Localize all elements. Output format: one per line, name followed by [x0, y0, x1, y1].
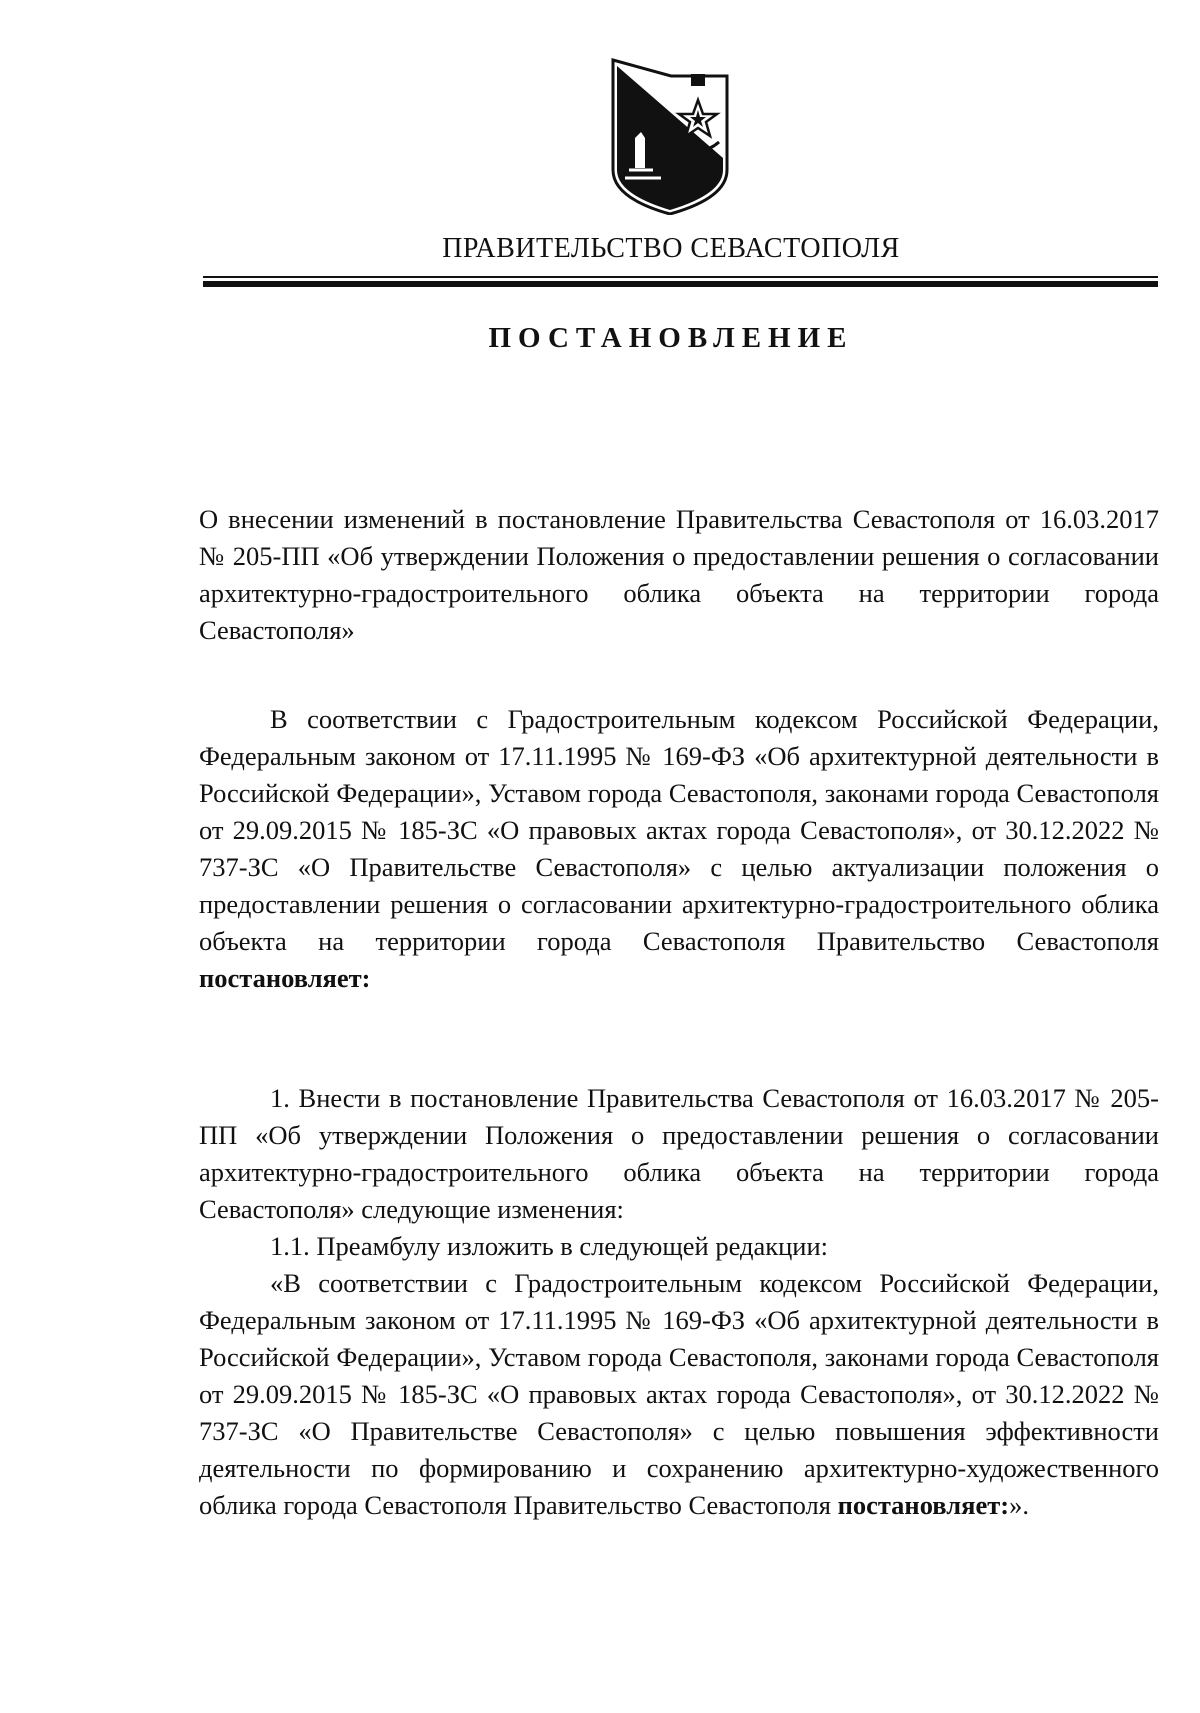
item-1-1: 1.1. Преамбулу изложить в следующей редакции: [270, 1231, 829, 1261]
header-rule-thick [203, 281, 1158, 287]
new-preamble-paragraph [199, 1265, 1159, 1524]
organization-name: ПРАВИТЕЛЬСТВО СЕВАСТОПОЛЯ [442, 233, 900, 264]
item-1: 1. Внести в постановление Правительства Севастополя от 16.03.2017 № 205-ПП «Об утверждении Положения о предоставлении решения о согласовании архитектурно-градостроительного облика объекта на территории города Севастополя» следующие изменения: [199, 1083, 1159, 1224]
sevastopol-coat-of-arms-icon [611, 58, 729, 215]
new-preamble-decree-word: постановляет: [837, 1490, 1010, 1520]
new-preamble-text: «В соответствии с Градостроительным кодексом Российской Федерации, Федеральным законом от 17.11.1995 № 169-ФЗ «Об архитектурной деятельности в Российской Федерации», Уставом города Севастополя, законами города Севастополя от 29.09.2015 № 185-ЗС «О правовых актах города Севастополя», от 30.12.2022 № 737-ЗС «О Правительстве Севастополя» с целью повышения эффективности деятельности по формированию и сохранению архитектурно-художественного облика города Севастополя Правительство Севастополя [199, 1268, 1159, 1520]
preamble-text: В соответствии с Градостроительным кодексом Российской Федерации, Федеральным законом от 17.11.1995 № 169-ФЗ «Об архитектурной деятельности в Российской Федерации», Уставом города Севастополя, законами города Севастополя от 29.09.2015 № 185-ЗС «О правовых актах города Севастополя», от 30.12.2022 № 737-ЗС «О Правительстве Севастополя» с целью актуализации положения о предоставлении решения о согласовании архитектурно-градостроительного облика объекта на территории города Севастополя Правительство Севастополя [199, 704, 1159, 956]
new-preamble-ending: ». [1009, 1490, 1029, 1520]
decree-word: постановляет: [199, 963, 371, 993]
header-rule-thin [203, 276, 1158, 278]
document-subject: О внесении изменений в постановление Правительства Севастополя от 16.03.2017 № 205-ПП «Об утверждении Положения о предоставлении решения о согласовании архитектурно-градостроительного облика объекта на территории города Севастополя» [199, 504, 1159, 645]
document-type: ПОСТАНОВЛЕНИЕ [488, 322, 854, 354]
preamble-paragraph [199, 701, 1159, 997]
